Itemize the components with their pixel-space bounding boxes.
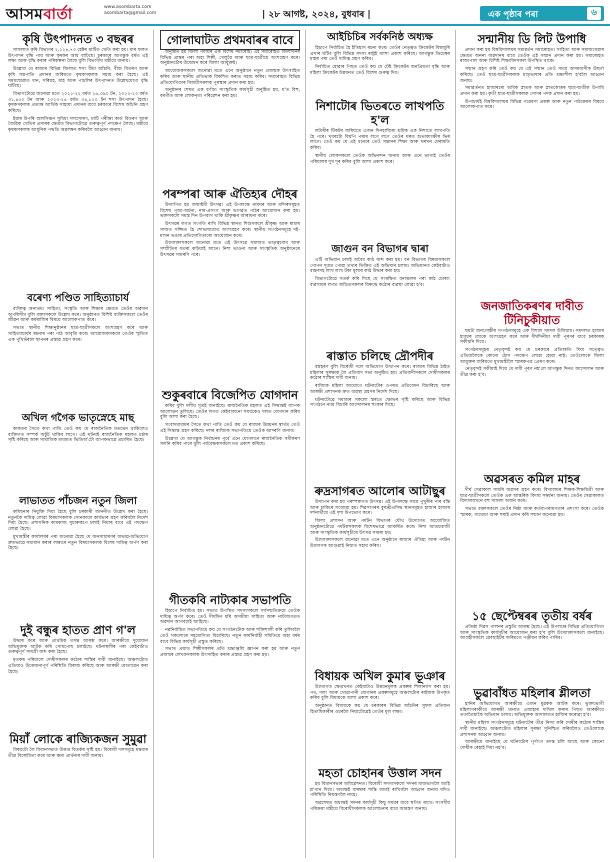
story-paragraph: স্থানীয় লোকসকলে তেওঁক অভিনন্দন জনায় আৰু এনে ভাগ্যই তেওঁৰ পৰিয়ালৰ দুখ দূৰ কৰিব বুলি আশা প্ৰকাশ কৰে। [310, 153, 450, 165]
story-paragraph: ৰাজ্যিক মহিলা আয়োগে ঘটনাটোৰ ওপৰত প্ৰতিবেদন বিচাৰিছে আৰু আৰক্ষী প্ৰশাসনক দ্ৰুত ব্যৱস্থা গ্ৰহণৰ নিৰ্দেশ দিছে। [310, 384, 450, 395]
story-paragraph: ব্যক্তিত্ব অন্যতম। সাহিত্য, সংস্কৃতি আৰু শিক্ষাৰ ক্ষেত্ৰত তেওঁৰ অৱদান অপৰিসীম বুলি বক্তাসকলে উল্লেখ কৰে। অনুষ্ঠানত বিশিষ্ট ব্যক্তিসকলে তেওঁৰ জীৱন আৰু কৰ্মৰাজিৰ বিষয়ে আলোকপাত কৰে। [8, 307, 148, 324]
story-headline[interactable]: গীতকবি নাট্যকাৰ সভাপতি [168, 593, 292, 607]
section-tab [480, 6, 604, 21]
story-sahityacharya [8, 291, 148, 406]
story-draupadi [310, 347, 450, 477]
story-paragraph: সাফল্যত কৃষি বিভাগৰ ২,১২৪,৭৩ হেক্টৰ মাটিত খেতি কৰা হয়। যাৰ ফলত উৎপাদন বৃদ্ধি পায় আৰু কৃষকৰ আয় বাঢ়িছে। চৰকাৰে আগন্তুক বৰ্ষত এই লক্ষ্য আৰু বৃদ্ধি কৰাৰ পৰিকল্পনা লৈছে বুলি বিভাগীয় মন্ত্ৰীয়ে জনায়। [8, 48, 148, 65]
story-paragraph: স্থানীয় মহিলা সংগঠনসমূহে ঘটনাটোৰ তীব্ৰ নিন্দা কৰি দোষীৰ কঠোৰ শাস্তিৰ দাবী জনাইছে। অঞ্চলটোত মহিলাৰ সুৰক্ষা সুনিশ্চিত কৰিবলৈও তেওঁলোকে প্ৰশাসনক আহ্বান জনায়। [460, 721, 604, 738]
logo-main-text: আসম [6, 5, 44, 23]
story-paragraph: উৎসৱৰ লগত সংগতি ৰাখি বিভিন্ন স্থানত শিশুসকলে শ্ৰীকৃষ্ণ আৰু ৰাধাৰ সাজত সজ্জিত হৈ শোভাযাত্ৰাত অংশগ্ৰহণ কৰে। স্থানীয় সংগঠনসমূহে দই-মাখন ভঙাৰ প্ৰতিযোগিতাৰো আয়োজন কৰে। [160, 222, 300, 239]
column-divider [305, 30, 306, 858]
story-dlitt [460, 30, 604, 292]
story-paragraph: উল্লেখ্য যে ৰাজ্যৰ বিভিন্ন জিলাত শস্য বীমা আঁচনি, বীজ বিতৰণ আৰু কৃষি যন্ত্ৰপাতি প্ৰদানৰ জৰিয়তে কৃষকসকলক সহায় কৰা হৈছে। এই সময়ছোৱাত ধান, সৰিয়হ, মাহ আৰু পাচলিৰ উৎপাদনত উল্লেখযোগ্য বৃদ্ধি ঘটিছে। [8, 67, 148, 90]
story-body [460, 329, 604, 379]
story-headline[interactable]: আইচিচিৰ সৰ্বকনিষ্ঠ অধ্যক্ষ [327, 32, 433, 43]
story-paragraph: নিৰ্বাচিত হোৱাৰ পিছত তেওঁ কয় যে টেষ্ট ক্ৰিকেটৰ জনপ্ৰিয়তা বৃদ্ধি আৰু মহিলা ক্ৰিকেটৰ উন্নয়নত তেওঁ বিশেষ গুৰুত্ব দিব। [310, 65, 450, 76]
column-divider [455, 30, 456, 858]
story-paragraph: এটি অভিযান চলাই অবৈধ কাঠ জব্দ কৰা হয়। বন বিভাগৰ বিষয়াসকলে গোপন সূত্ৰত পোৱা তথ্যৰ ভিত্তিত এই অভিযান চলায়। অভিযানত কেইবাটাও বাহনসহ লাখ লাখ টকা মূল্যৰ কাঠ উদ্ধাৰ কৰা হয়। [310, 258, 450, 275]
story-paragraph: উদ্যাপিত হয় জন্মাষ্টমী উৎসৱ। এই উপলক্ষে নামঘৰ আৰু মন্দিৰসমূহত বিশেষ পূজা-অৰ্চনা, নাম-প্ৰসংগ আৰু ভাগৱত পাঠৰ আয়োজন কৰা হয়। ভক্তসকলে সমস্ত দিন উপবাস থাকি শ্ৰীকৃষ্ণৰ আৰাধনা কৰে। [160, 203, 300, 220]
story-paragraph: উপাচাৰ্যই বিশ্ববিদ্যালয়ৰ বিভিন্ন গৱেষণা প্ৰকল্প আৰু নতুন পাঠ্যক্ৰমৰ বিষয়ে আলোকপাত কৰে। [460, 99, 604, 111]
story-paragraph: আয়োজকসকলে জনোৱা মতে এনে অনুষ্ঠানে নতুন প্ৰজন্মক উৎসাহিত কৰিব আৰু স্থানীয় প্ৰতিভাক বিকশিত কৰাত সহায় কৰিব। সমাৰোহত বিভিন্ন প্ৰতিযোগিতাৰ বিজয়ীসকলক পুৰস্কাৰ প্ৰদান কৰা হয়। [160, 69, 300, 86]
story-headline[interactable]: জনজাতিকৰণৰ দাবীত টিনিচুকীয়াত [480, 299, 584, 327]
story-paragraph: বিভাগটোৱে জনোৱা মতে ২০২১-২২ বৰ্ষত ২৬,৩৯০ টন, ২০২২-২৩ বৰ্ষত ৩১,৪৫০ টন আৰু ২০২৩-২৪ বৰ্ষত ৩৪,৮২০ টন শস্য উৎপাদন হৈছে। কৃষকসকলক প্ৰত্যক্ষ আৰ্থিক সাহায্য প্ৰদানৰ বাবে চৰকাৰে বিশেষ আঁচনি গ্ৰহণ কৰিছে। [8, 91, 148, 115]
story-paragraph: সভাত প্ৰয়াত শিল্পীসকলৰ প্ৰতি শ্ৰদ্ধাঞ্জলি জ্ঞাপন কৰা হয় আৰু নতুন প্ৰজন্মৰ লেখকসকলক উৎসাহিত কৰাৰ প্ৰস্তাৱ গ্ৰহণ কৰা হয়। [160, 647, 300, 658]
story-headline[interactable]: লাভাতত পাঁচজন নতুন জিলা [19, 496, 137, 507]
story-body [8, 748, 148, 759]
story-body [310, 782, 450, 813]
story-paragraph: হানিৰ অভিযোগত আৰক্ষীয়ে এজন যুৱকক আটক কৰে। ভুক্তভোগী মহিলাগৰাকীয়ে আৰক্ষী থানাত এজাহাৰ দাখিল কৰাৰ পিছত আৰক্ষীয়ে ততাতৈয়াকৈ অভিযান চলায়। অভিযুক্তক আদালতত হাজিৰ কৰোৱা হ'ব। [460, 702, 604, 719]
story-headline[interactable]: ৰাস্তাত চলিছে দ্ৰৌপদীৰ [326, 349, 434, 363]
story-body [310, 685, 450, 716]
story-paragraph: অনুষ্ঠিত হয় জিলা পৰ্যায়ৰ এক বিশেষ সমাৰোহ। এই সমাৰোহত জিলাখনৰ বিভিন্ন প্ৰান্তৰ পৰা অহা শিল্পী, খেলুৱৈ আৰু ছাত্ৰ-ছাত্ৰীয়ে অংশগ্ৰহণ কৰে। অনুষ্ঠানটোৰ উদ্বোধন কৰে জিলা আয়ুক্তই। [160, 50, 300, 67]
story-lakhpati [310, 97, 450, 237]
story-paragraph: জিলা প্ৰশাসন আৰু পৰ্যটন বিভাগৰ যৌথ উদ্যোগত আয়োজিত অনুষ্ঠানটোৱে পৰ্যটকসকলক বিশেষভাৱে আকৰ্ষিত কৰে। নিশা আতচবাজী আৰু সাংস্কৃতিক কাৰ্যসূচীৰে উৎসৱ সামৰা হয়। [310, 519, 450, 536]
story-paragraph: সংগঠনসমূহৰ নেতৃবৃন্দই কয় যে চৰকাৰে প্ৰতিশ্ৰুতি দিয়া সত্ত্বেও এতিয়ালৈকে কোনো ঠোস পদক্ষেপ লোৱা হোৱা নাই। তেওঁলোকে জিলা আয়ুক্তৰ জৰিয়তে মুখ্যমন্ত্ৰীলৈ স্মাৰকপত্ৰ প্ৰেৰণ কৰে। [460, 348, 604, 365]
story-body [310, 258, 450, 289]
story-paragraph: প্ৰদান কৰা হয় বিশ্ববিদ্যালয়ৰ সমাৱৰ্তন সমাৰোহত। সাহিত্য আৰু সমাজসেৱাৰ ক্ষেত্ৰত অনন্য অৱদানৰ বাবে তেওঁক এই সন্মান প্ৰদান কৰা হয়। সমাৰোহত ৰাজ্যপাল আৰু বিশিষ্ট শিক্ষাবিদসকল উপস্থিত থাকে। [460, 48, 604, 65]
story-paragraph: উল্লেখ্য যে আগন্তুক নিৰ্বাচনৰ পূৰ্বে এনে যোগদানে ৰাজনৈতিক সমীকৰণ সলনি কৰিব পাৰে বুলি পৰ্যবেক্ষকসকলে মত প্ৰকাশ কৰিছে। [160, 436, 300, 448]
site-email[interactable]: asombarta@gmail.com [104, 11, 157, 16]
story-akhil-gogoi [8, 411, 148, 489]
story-body [8, 639, 148, 675]
story-paragraph: বিষয়টো লৈ বিধানসভাত উত্তপ্ত বিতৰ্কৰ সৃষ্টি হয়। বিৰোধী দলসমূহে মন্তব্যৰ তীব্ৰ বিৰোধিতা কৰে আৰু ক্ষমা প্ৰাৰ্থনাৰ দাবী জনায়। [8, 748, 148, 759]
story-body [310, 46, 450, 77]
story-paragraph: আৰক্ষীয়ে জনাইছে যে ঘটনাটোৰ পূৰ্ণাংগ তদন্ত চলি আছে আৰু কোনো দোষীক ৰেহাই দিয়া নহ'ব। [460, 740, 604, 751]
story-paragraph: হয় বিধানসভাৰ অধিৱেশনত। বিৰোধী সদস্যসকলে সদনৰ মাজভাগলৈ আহি শ্ল'গান দিয়ে। অধ্যক্ষই বাৰম্বাৰ শান্তি বজাই ৰাখিবলৈ আহ্বান জনায় যদিও পৰিস্থিতি নিয়ন্ত্ৰণলৈ নাহে। [310, 782, 450, 799]
story-body [310, 129, 450, 165]
story-body [160, 203, 300, 258]
story-two-friends [8, 621, 148, 725]
story-body [160, 609, 300, 659]
story-headline[interactable]: কৃষি উৎপাদনত ৩ বছৰৰ [22, 32, 134, 46]
story-paragraph: সন্মান গ্ৰহণ কৰি তেওঁ কয় যে এই সন্মান তেওঁ সমগ্ৰ অসমবাসীক উছৰ্গা কৰিছে। তেওঁ ছাত্ৰ-ছাত্ৰীসকলক মাতৃভাষাৰ প্ৰতি শ্ৰদ্ধাশীল হ'বলৈ আহ্বান জনায়। [460, 67, 604, 84]
story-paragraph: লটাৰীৰ টিকটৰ জৰিয়তে এজন দিনহাজিৰা শ্ৰমিক এক নিশাতে লাখপতি হৈ পৰে। খবৰটো বিয়পি পৰাৰ লগে লগে তেওঁৰ ঘৰত শুভাকাংক্ষীৰ ভিৰ লাগে। তেওঁ কয় যে এই ধনেৰে তেওঁ সন্তানৰ শিক্ষা আৰু ঘৰখন মেৰামতি কৰিব। [310, 129, 450, 152]
story-geetkobi-sabhapati [160, 591, 300, 851]
story-headline[interactable]: অৱসৰত কমিল মাহৰ [484, 472, 580, 486]
story-headline[interactable]: শুকুৰবাৰে বিজেপিত যোগদান [162, 388, 298, 402]
story-paragraph: নৱনিৰ্বাচিত সভাপতিয়ে কয় যে সংগঠনটোক আৰু শক্তিশালী কৰি তুলিবলৈ তেওঁ সকলোৰে সহযোগিতা বিচাৰিছে। নতুন কাৰ্যনিৰ্বাহী সমিতিয়ে অহা বৰ্ষৰ বাবে বিভিন্ন কাৰ্যসূচী প্ৰস্তুত কৰিছে। [160, 628, 300, 645]
story-jagun-forest [310, 242, 450, 342]
column-4 [460, 30, 604, 858]
story-bjp-joining [160, 386, 300, 586]
column-2 [160, 30, 300, 858]
story-body [8, 510, 148, 552]
story-paragraph: কাকতৰ সৈতে কথা পাতি তেওঁ কয় যে ৰাজনৈতিক মতভেদ থাকিলেও ব্যক্তিগত সম্পৰ্ক অটুট থাকিব লাগে। এই ঘটনাই ৰাজনৈতিক মহলত চৰ্চাৰ সৃষ্টি কৰিছে আৰু সামাজিক মাধ্যমত ভিডিঅ'টো ব্যাপকভাৱে প্ৰচাৰিত হৈছে। [8, 427, 148, 444]
story-headline[interactable]: মহতা চোহানৰ উত্তাল সদন [318, 766, 442, 780]
story-golaghat [160, 30, 300, 180]
story-body [460, 488, 604, 519]
story-paragraph: সভাত বক্তাসকলে তেওঁৰ নিষ্ঠা আৰু কৰ্তব্যপৰায়ণতাৰ প্ৰশংসা কৰে। তেওঁক স্মাৰক, গামোচা আৰু শৰাই প্ৰদান কৰি সন্মান জনোৱা হয়। [460, 507, 604, 518]
site-url[interactable]: www.asombarta.com [104, 5, 152, 10]
story-paragraph: উদ্যোক্তাসকলে জনোৱা মতে এনে অনুষ্ঠানে ৰাজ্যৰ ঐতিহ্য আৰু পৰ্যটন উদ্যোগক আগুৱাই নিয়াত সহায় কৰিব। [310, 538, 450, 549]
story-paragraph: বস্ত্ৰহৰণ বুলি বিৰোধী দলে অভিযোগ উত্থাপন কৰে। ৰাজ্যৰ বিভিন্ন ঠাইত মহিলাৰ সুৰক্ষাক লৈ প্ৰতিবাদ সভা অনুষ্ঠিত হয়। প্ৰতিবাদীসকলে দোষীসকলৰ কঠোৰ শাস্তিৰ দাবী জনায়। [310, 365, 450, 382]
story-paragraph: প্ৰতিষ্ঠা দিৱস পালনৰ প্ৰস্তুতি আৰম্ভ হৈছে। এই উপলক্ষে বিভিন্ন প্ৰতিযোগিতা আৰু সাংস্কৃতিক কাৰ্যসূচীৰ আয়োজন কৰা হ'ব বুলি উদ্যোক্তাসকলে জনাইছে। আগ্ৰহীসকলে ৱেবছাইটৰ জৰিয়তে পঞ্জীয়ন কৰিব পাৰিব। [460, 625, 604, 642]
story-assembly [310, 764, 450, 854]
story-body [160, 404, 300, 448]
story-paragraph: সংবাদমাধ্যমৰ সৈতে কথা পাতি তেওঁ কয় যে ৰাজ্যৰ উন্নয়নৰ স্বাৰ্থত তেওঁ এই সিদ্ধান্ত গ্ৰহণ কৰিছে। দলৰ ৰাজ্যিক সভাপতিয়ে তেওঁক আদৰণি জনাব। [160, 423, 300, 434]
story-krishi [8, 30, 148, 286]
story-paragraph: হিচাপে নিৰ্বাচিত হয়। সভাত উপস্থিত সদস্যসকলে সৰ্বসন্মতিক্ৰমে তেওঁক দায়িত্ব অৰ্পণ কৰে। তেওঁ দীৰ্ঘদিন ধৰি অসমীয়া সাহিত্য আৰু নাট্যজগতত অৱদান আগবঢ়াই আহিছে। [160, 609, 300, 626]
column-1 [8, 30, 148, 858]
story-headline[interactable]: নিশাটোৰ ভিতৰতে লাখপতি হ'ল [315, 99, 445, 127]
story-paragraph: সমাৱৰ্তনত হাজাৰৰো অধিক স্নাতক আৰু স্নাতকোত্তৰ ছাত্ৰ-ছাত্ৰীক উপাধি প্ৰদান কৰা হয়। কৃতী ছাত্ৰ-ছাত্ৰীসকলক সোণৰ পদক প্ৰদান কৰা হয়। [460, 86, 604, 97]
story-paragraph: অনুষ্ঠানত বিধায়কে কয় যে চৰকাৰৰ বিভিন্ন আঁচনিৰ সুফল প্ৰতিজন হিতাধিকাৰীৰ ওচৰলৈ নিয়াটোৱেই তেওঁৰ মূল লক্ষ্য। [310, 704, 450, 715]
story-paragraph: অৱশেষত অধ্যক্ষই সদনৰ কাৰ্যসূচী কিছু সময়ৰ বাবে স্থগিত ৰাখে। সংসদীয় পৰিক্ৰমা মন্ত্ৰীয়ে বিৰোধীসকলক আলোচনাৰ বাবে আমন্ত্ৰণ জনায়। [310, 801, 450, 812]
column-3 [310, 30, 450, 858]
story-paragraph: বিভাগটোৱে সতৰ্ক কৰি দিছে যে সংৰক্ষিত বনাঞ্চলৰ পৰা কাঠ চোৰাং ব্যৱসায়ৰ লগত জড়িতসকলৰ বিৰুদ্ধে কঠোৰ ব্যৱস্থা লোৱা হ'ব। [310, 277, 450, 288]
column-divider [153, 30, 154, 858]
story-headline[interactable]: জাগুন বন বিভাগৰ দ্বাৰা [331, 244, 429, 255]
story-porompora [160, 185, 300, 381]
story-paragraph: উদ্যাপন কৰা হয় পৰম্পৰাগত উৎসৱ। এই উপলক্ষে সমগ্ৰ পুখুৰীৰ পাৰ বন্তি আৰু চাকিৰে সজোৱা হয়। শিৱসাগৰৰ বুৰঞ্জীপ্ৰসিদ্ধ স্থানসমূহত হাজাৰ হাজাৰ দৰ্শনাৰ্থীয়ে এই দৃশ্য উপভোগ কৰে। [310, 500, 450, 517]
story-paragraph: কৰিব বুলি দলীয় সূত্ৰই জনাইছে। ৰাজনৈতিক মহলত এই সিদ্ধান্তই ব্যাপক আলোড়ন তুলিছে। তেওঁৰ লগত কেইবাজনো সমৰ্থকেও দলত যোগদান কৰিব বুলি আশা কৰা হৈছে। [160, 404, 300, 421]
story-paragraph: নেতৃবৃন্দই সকীয়াই দিয়ে যে দাবী পূৰণ নহ'লে আগন্তুক দিনত আন্দোলন আৰু তীব্ৰ কৰা হ'ব। [460, 367, 604, 378]
story-body [160, 50, 300, 100]
story-body [310, 500, 450, 550]
issue-date: | ২৮ আগষ্ট, ২০২৪, বুধবাৰ | [262, 10, 371, 20]
story-paragraph: উদ্ধাৰ কৰে আৰু প্ৰাথমিক তদন্ত আৰম্ভ কৰে। আৰক্ষীয়ে দুয়োজন অভিযুক্তক আটক কৰি সোধপোছ চলাইছে। ঘটনাস্থলীৰ পৰা কেইবাটাও গুৰুত্বপূৰ্ণ সামগ্ৰী জব্দ কৰা হৈছে। [8, 639, 148, 656]
story-body [460, 625, 604, 642]
page-number-badge: ৬ [587, 7, 601, 20]
story-paragraph: সভাত স্থানীয় শিক্ষানুষ্ঠানৰ ছাত্ৰ-ছাত্ৰীসকলে অংশগ্ৰহণ কৰে আৰু সাহিত্যাচাৰ্যৰ ৰচনাৰ পৰা পাঠ আবৃত্তি কৰে। আয়োজকসকলে তেওঁৰ স্মৃতিত এক পুথিভঁৰাল স্থাপনৰ প্ৰস্তাৱ গ্ৰহণ কৰে। [8, 326, 148, 343]
story-bhuwabandh [460, 684, 604, 854]
story-janajati-tinsukia [460, 297, 604, 465]
story-headline[interactable]: বৰেণ্য পণ্ডিত সাহিত্যাচাৰ্য [27, 293, 129, 304]
story-body [8, 48, 148, 134]
story-body [8, 307, 148, 343]
story-headline[interactable]: বিধায়ক অখিল কুমাৰ ভূঞাৰ [314, 669, 446, 683]
story-rudrasagar [310, 482, 450, 662]
section-tab-label: এক পৃষ্ঠাৰ পৰা [488, 10, 538, 20]
story-headline[interactable]: ১৫ ছেপ্টেম্বৰৰ তৃতীয় বৰ্ষৰ [472, 609, 592, 623]
site-info [104, 5, 156, 17]
story-headline[interactable]: দুই বন্ধুৰ হাতত প্ৰাণ গ'ল [20, 623, 136, 637]
story-paragraph: ঘটনাটোৱে সমাজৰ সকলো স্তৰতে ক্ষোভৰ সৃষ্টি কৰিছে আৰু বিভিন্ন সংগঠনে ন্যায় বিচাৰি আন্দোলনৰ হুংকাৰ দিছে। [310, 397, 450, 409]
masthead-rule [0, 24, 610, 26]
story-paragraph: ইয়াৰ উপৰি জলসিঞ্চন সুবিধা সম্প্ৰসাৰণ, মাটি পৰীক্ষা কাৰ্ড বিতৰণ আৰু জৈৱিক খেতিৰ প্ৰসাৰৰ ক্ষেত্ৰত বিভাগটোৱে গুৰুত্বপূৰ্ণ পদক্ষেপ লৈছে। মন্ত্ৰীয়ে কৃষকসকলক আধুনিক পদ্ধতি অৱলম্বন কৰিবলৈ আহ্বান জনায়। [8, 116, 148, 134]
story-paragraph: ছয়টা জনগোষ্ঠীৰ সংগঠনসমূহে এক বিশাল সমদল উলিয়ায়। সমদলত হাজাৰ হাজাৰ লোকে অংশগ্ৰহণ কৰে আৰু দীৰ্ঘদিনীয়া দাবী পূৰণৰ বাবে চৰকাৰক সকীয়নি দিয়ে। [460, 329, 604, 346]
story-retirement [460, 470, 604, 602]
story-miya [8, 730, 148, 850]
story-paragraph: হিচাপে নিৰ্বাচিত হৈ ইতিহাস ৰচনা কৰে। তেওঁৰ নেতৃত্বত ক্ৰিকেটৰ বিশ্বজুৰি প্ৰসাৰ ঘটিব বুলি বিভিন্ন সদস্য ৰাষ্ট্ৰই আশা প্ৰকাশ কৰিছে। আগন্তুক ডিচেম্বৰ মাহৰ পৰা তেওঁ দায়িত্ব গ্ৰহণ কৰিব। [310, 46, 450, 63]
masthead [0, 0, 610, 26]
story-headline[interactable]: ৰুদ্ৰসাগৰত আলোৰ আটাছুৰ [314, 484, 446, 498]
story-headline[interactable]: সন্মানীয় ডি লিট উপাধি [477, 32, 587, 46]
story-headline[interactable]: ভুৱাবাঁধত মহিলাৰ শ্লীলতা [473, 686, 591, 700]
story-headline[interactable]: পৰম্পৰা আৰু ঐতিহ্যৰ দৌহৰ [162, 187, 298, 201]
story-15-september [460, 607, 604, 679]
story-body [8, 427, 148, 444]
story-paragraph: মৃতকৰ পৰিয়ালে দোষীসকলৰ কঠোৰ শাস্তিৰ দাবী জনাইছে। অঞ্চলটোত এতিয়াও উত্তেজনাপূৰ্ণ পৰিস্থিতি বিৰাজ কৰিছে আৰু আৰক্ষী মোতায়েন কৰা হৈছে। [8, 658, 148, 675]
story-icc-chairman [310, 30, 450, 92]
story-mla-bhuyan [310, 667, 450, 759]
story-headline[interactable]: অখিল গগৈক ভাতৃস্নেহে মাছ [21, 413, 135, 424]
story-paragraph: উদ্যোগত ক্ষেত্ৰখনত কেইবাটাও উন্নয়নমূলক প্ৰকল্পৰ শিলান্যাস কৰা হয়। পথ, দলং আৰু খোৱাপানী যোগানৰ প্ৰকল্পসমূহে অঞ্চলটোৰ ৰাইজক উপকৃত কৰিব বুলি বিধায়কে আশা প্ৰকাশ কৰে। [310, 685, 450, 702]
story-paragraph: উদ্যোক্তাসকলে জনোৱা মতে এই উৎসৱে সমাজত ভাতৃত্ববোধ আৰু সম্প্ৰীতিৰ বতৰা কঢ়িয়াই আনে। নিশা ভাওনা আৰু সাংস্কৃতিক অনুষ্ঠানেৰে উৎসৱৰ সামৰণি পৰে। [160, 241, 300, 258]
story-paragraph: অনুষ্ঠানৰ শেষত এক বৰ্ণাঢ্য সাংস্কৃতিক কাৰ্যসূচী অনুষ্ঠিত হয়, য'ত বিহু, বৰগীত আৰু লোকনৃত্য পৰিৱেশন কৰা হয়। [160, 88, 300, 99]
story-body [460, 702, 604, 752]
story-body [310, 365, 450, 409]
story-lawtat-commissioner [8, 494, 148, 616]
story-headline[interactable]: মিয়াঁ লোকে ৰাজ্যিকজন সুমুৱা [9, 732, 147, 746]
story-paragraph: কমিছনাৰ নিযুক্তি দিয়া হৈছে বুলি চৰকাৰী জাননীত উল্লেখ কৰা হৈছে। নতুনকৈ দায়িত্ব লোৱা বিষয়াসকলক সোনকালে কাৰ্যভাৰ গ্ৰহণ কৰিবলৈ নিৰ্দেশ দিয়া হৈছে। প্ৰশাসনিক কামকাজ সুচাৰুৰূপে চলাই নিয়াৰ বাবে এই পদক্ষেপ লোৱা হৈছে। [8, 510, 148, 533]
story-body [460, 48, 604, 111]
story-paragraph: মুখ্যমন্ত্ৰীৰ কাৰ্যালয়ৰ পৰা জনোৱা হৈছে যে জনসাধাৰণৰ অভাৱ-অভিযোগ দ্ৰুতভাৱে সমাধান কৰাৰ লক্ষ্যৰে নতুন বিষয়াসকলক বিশেষ দায়িত্ব অৰ্পণ কৰা হৈছে। [8, 534, 148, 552]
logo-accent-text: বাৰ্তা [43, 5, 73, 23]
story-headline[interactable]: গোলাঘাটত প্ৰথমবাৰৰ বাবে [160, 30, 300, 50]
story-paragraph: দীৰ্ঘ সেৱাকাল সামৰি অৱসৰ গ্ৰহণ কৰে। বিদ্যালয়ৰ শিক্ষক-শিক্ষয়িত্ৰী আৰু ছাত্ৰ-ছাত্ৰীসকলে তেওঁক এক আন্তৰিক বিদায় সম্বৰ্ধনা জনায়। তেওঁৰ সেৱাকালত বিদ্যালয়খনে বহু সাফল্য অৰ্জন কৰে। [460, 488, 604, 505]
